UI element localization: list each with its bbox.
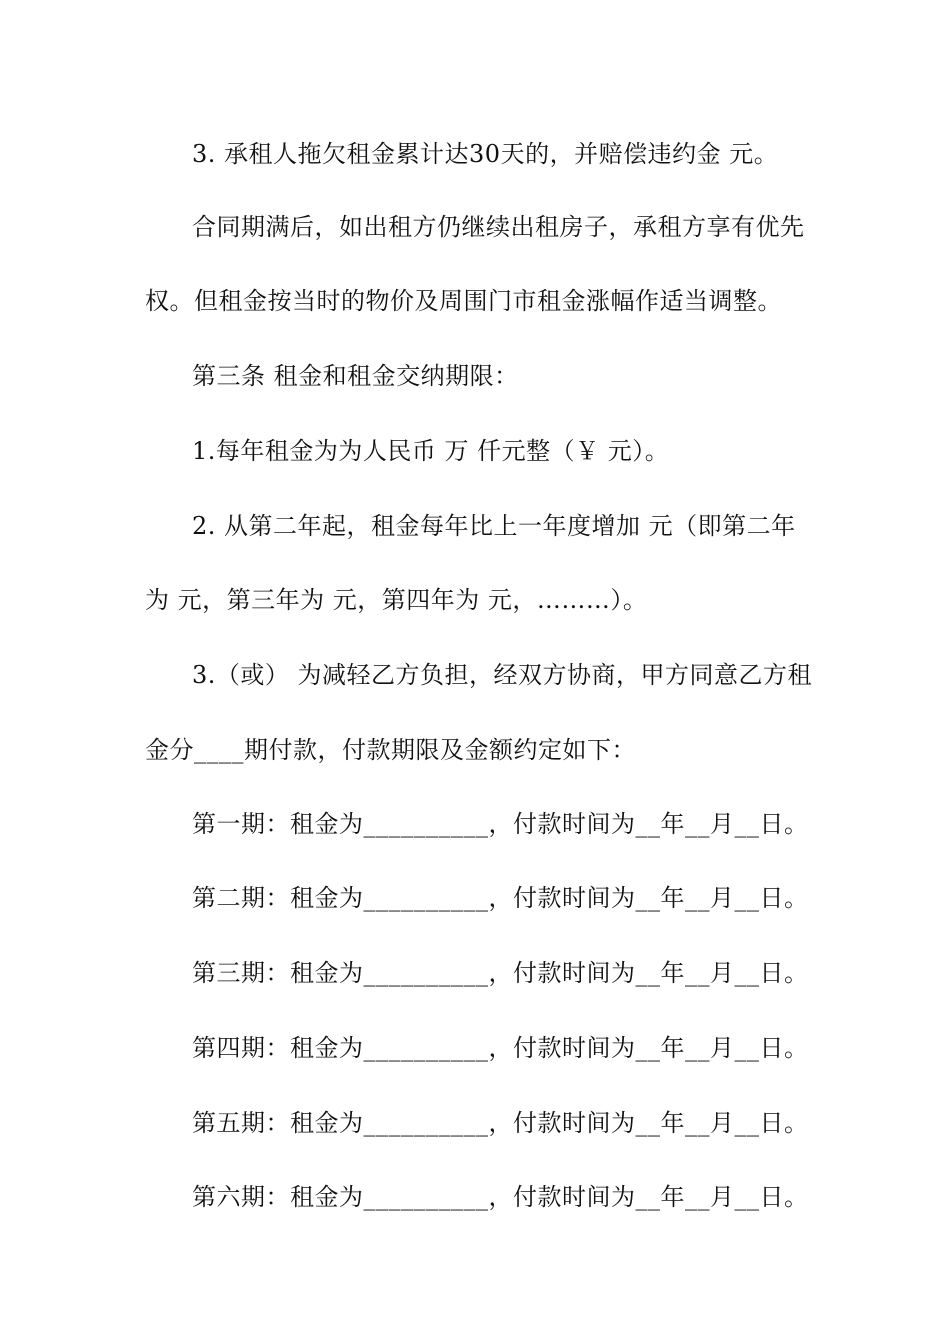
rent-increase-clause-line-2: 为 元，第三年为 元，第四年为 元，………）。 [145,586,648,614]
installment-period-4: 第四期：租金为__________，付款时间为__年__月__日。 [192,1034,809,1062]
renewal-paragraph-line-2: 权。但租金按当时的物价及周围门市租金涨幅作适当调整。 [145,287,782,315]
article-3-heading: 第三条 租金和租金交纳期限： [192,362,519,390]
installment-period-5: 第五期：租金为__________，付款时间为__年__月__日。 [192,1109,809,1137]
installment-period-2: 第二期：租金为__________，付款时间为__年__月__日。 [192,884,809,912]
installment-clause-line-1: 3.（或） 为减轻乙方负担，经双方协商，甲方同意乙方租 [192,661,813,689]
rent-increase-clause-line-1: 2. 从第二年起，租金每年比上一年度增加 元（即第二年 [192,512,796,540]
renewal-paragraph-line-1: 合同期满后，如出租方仍继续出租房子，承租方享有优先 [192,213,805,241]
clause-3-penalty: 3. 承租人拖欠租金累计达30天的，并赔偿违约金 元。 [192,140,779,168]
installment-period-3: 第三期：租金为__________，付款时间为__年__月__日。 [192,959,809,987]
installment-clause-line-2: 金分____期付款，付款期限及金额约定如下： [145,736,636,764]
installment-period-6: 第六期：租金为__________，付款时间为__年__月__日。 [192,1183,809,1211]
installment-period-1: 第一期：租金为__________，付款时间为__年__月__日。 [192,810,809,838]
annual-rent-clause: 1.每年租金为为人民币 万 仟元整（￥ 元）。 [192,437,670,465]
